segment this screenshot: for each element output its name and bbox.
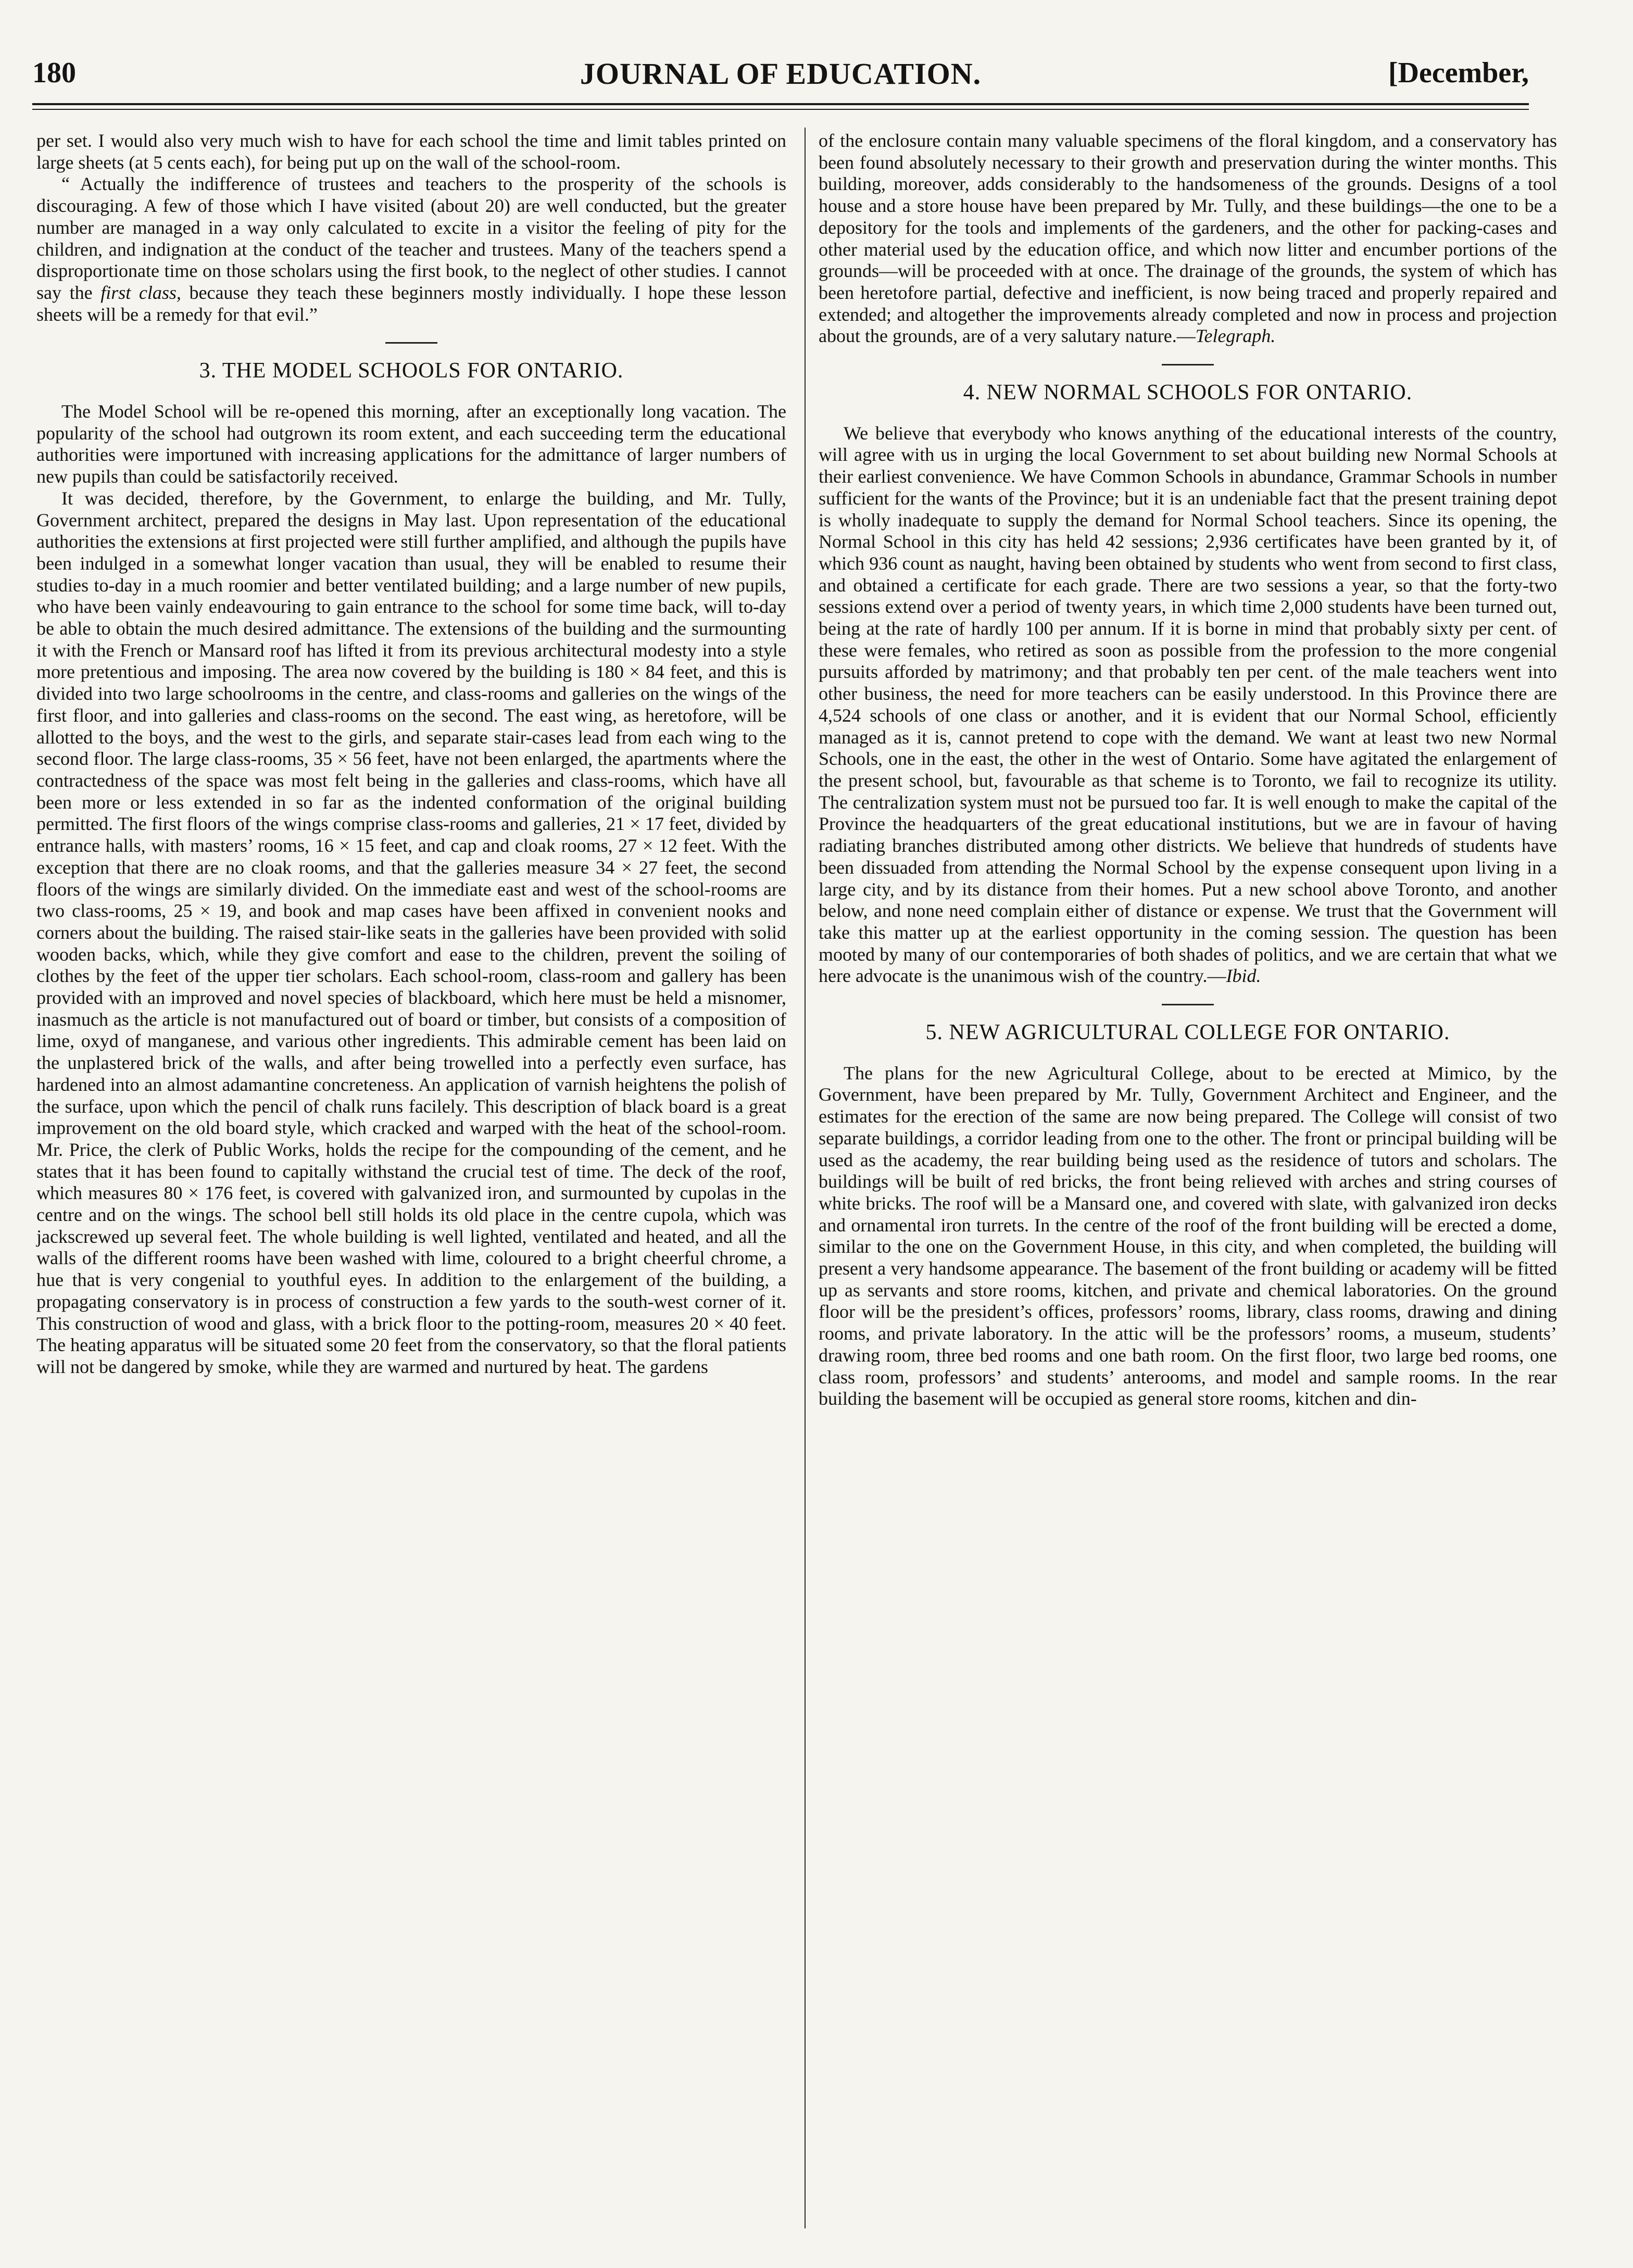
section-3-paragraph-2: It was decided, therefore, by the Government, to enlarge the building, and Mr. Tully, Government architect, prepared the designs in May last. Upon representation of the educational authorities the extensions at first projected were still further amplified, and although the pupils have been indulged in a somewhat longer vacation than usual, they will be enabled to resume their studies to-day in a much roomier and better ventilated building; and a large number of new pupils, who have been vainly endeavouring to gain entrance to the school for some time back, will to-day be able to obtain the much desired admittance. The extensions of the building and the surmounting it with the French or Mansard roof has lifted it from its previous architectural modesty into a style more pretentious and imposing. The area now covered by the building is 180 × 84 feet, and this is divided into two large schoolrooms in the centre, and class-rooms and galleries on the wings of the first floor, and into galleries and class-rooms on the second. The east wing, as heretofore, will be allotted to the boys, and the west to the girls, and separate stair-cases lead from each wing to the second floor. The large class-rooms, 35 × 56 feet, have not been enlarged, the apartments where the contractedness of the space was most felt being in the galleries and class-rooms, which have all been more or less extended in so far as the indented conformation of the original building permitted. The first floors of the wings comprise class-rooms and galleries, 21 × 17 feet, divided by entrance halls, with masters’ rooms, 16 × 15 feet, and cap and cloak rooms, 27 × 12 feet. With the exception that there are no cloak rooms, and that the galleries measure 34 × 27 feet, the second floors of the wings are similarly divided. On the immediate east and west of the school-rooms are two class-rooms, 25 × 19, and book and map cases have been affixed in convenient nooks and corners about the building. The raised stair-like seats in the galleries have been provided with solid wooden backs, which, while they give comfort and ease to the children, prevent the soiling of clothes by the feet of the upper tier scholars. Each school-room, class-room and gallery has been provided with an improved and novel species of blackboard, which here must be held a misnomer, inasmuch as the article is not manufactured out of board or timber, but consists of a composition of lime, oxyd of manganese, and various other ingredients. This admirable cement has been laid on the unplastered brick of the walls, and after being trowelled into a perfectly even surface, has hardened into an almost adamantine concreteness. An application of varnish heightens the polish of the surface, upon which the pencil of chalk runs facilely. This description of black board is a great improvement on the old board style, which cracked and warped with the heat of the school-room. Mr. Price, the clerk of Public Works, holds the recipe for the compounding of the cement, and he states that it has been found to capitally withstand the crucial test of time. The deck of the roof, which measures 80 × 176 feet, is covered with galvanized iron, and surmounted by cupolas in the centre and on the wings. The school bell still holds its old place in the centre cupola, which was jackscrewed up several feet. The whole building is well lighted, ventilated and heated, and all the walls of the different rooms have been washed with lime, coloured to a bright cheerful chrome, a hue that is very congenial to youthful eyes. In addition to the enlargement of the building, a propagating conservatory is in process of construction a few yards to the south-west corner of it. This construction of wood and glass, with a brick floor to the potting-room, measures 20 × 40 feet. The heating apparatus will be situated some 20 feet from the conservatory, so that the floral patients will not be dangered by smoke, while they are warmed and nurtured by heat. The gardens [36,487,786,1377]
left-column [36,130,786,1378]
source-telegraph: Telegraph. [1195,325,1276,347]
section-3-heading: 3. THE MODEL SCHOOLS FOR ONTARIO. [199,359,624,383]
header-rule-thick [32,103,1529,105]
section-3-paragraph-1: The Model School will be re-opened this morning, after an exceptionally long vacation. The popularity of the school had outgrown its room extent, and each succeeding term the educational authorities were importuned with increasing applications for the admittance of larger numbers of new pupils than could be satisfactorily received. [36,401,786,487]
journal-title: JOURNAL OF EDUCATION. [580,57,982,91]
quoted-text-italic: first class, [101,282,181,303]
header-rule-thin [32,109,1529,110]
continued-paragraph-right [819,130,1557,347]
page-header [32,56,1529,101]
section-5-paragraph: The plans for the new Agricultural College, about to be erected at Mimico, by the Government, have been prepared by Mr. Tully, Government Architect and Engineer, and the estimates for the erection of the same are now being prepared. The College will consist of two separate buildings, a corridor leading from one to the other. The front or principal building will be used as the academy, the rear building being used as the residence of tutors and scholars. The buildings will be built of red bricks, the front being relieved with arches and string courses of white bricks. The roof will be a Mansard one, and covered with slate, with galvanized iron decks and ornamental iron turrets. In the centre of the roof of the front building will be erected a dome, similar to the one on the Government House, in this city, and when completed, the building will present a very handsome appearance. The basement of the front building or academy will be fitted up as servants and store rooms, kitchen, and private and chemical laboratories. On the ground floor will be the president’s offices, professors’ rooms, library, class rooms, drawing and dining rooms, and private laboratory. In the attic will be the professors’ rooms, a museum, students’ drawing room, three bed rooms and one bath room. On the first floor, two large bed rooms, one class room, professors’ and students’ anterooms, and model and sample rooms. In the rear building the basement will be occupied as general store rooms, kitchen and din- [819,1062,1557,1409]
section-4-text: We believe that everybody who knows anything of the educational interests of the country, will agree with us in urging the local Government to set about building new Normal Schools at their earliest convenience. We have Common Schools in abundance, Grammar Schools in number sufficient for the wants of the Province; but it is an undeniable fact that the present training depot is wholly inadequate to supply the demand for Normal School teachers. Since its opening, the Normal School in this city has held 42 sessions; 2,936 certificates have been granted by it, of which 936 count as naught, having been obtained by students who went from second to first class, and obtained a certificate for each grade. There are two sessions a year, so that the forty-two sessions extend over a period of twenty years, in which time 2,000 students have been turned out, being at the rate of hardly 100 per annum. If it is borne in mind that probably sixty per cent. of these were females, who retired as soon as possible from the profession to the more congenial pursuits afforded by matrimony; and that probably ten per cent. of the male teachers went into other business, the need for more teachers can be easily understood. In this Province there are 4,524 schools of one class or another, and it is evident that our Normal School, efficiently managed as it is, cannot pretend to cope with the demand. We want at least two new Normal Schools, one in the east, the other in the west of Ontario. Some have agitated the enlargement of the present school, but, favourable as that scheme is to Toronto, we fail to recognize its utility. The centralization system must not be pursued too far. It is well enough to make the capital of the Province the headquarters of the great educational institutions, but we are in favour of having radiating branches distributed among other districts. We believe that hundreds of students have been dissuaded from attending the Normal School by the expense consequent upon living in a large city, and by its distance from their homes. Put a new school above Toronto, and another below, and none need complain either of distance or expense. We trust that the Government will take this matter up at the earliest opportunity in the coming session. The question has been mooted by many of our contemporaries of both shades of politics, and we are certain that what we here advocate is the unanimous wish of the country.— [819,422,1557,987]
source-ibid: Ibid. [1226,965,1261,987]
continued-paragraph: per set. I would also very much wish to have for each school the time and limit tables printed on large sheets (at 5 cents each), for being put up on the wall of the school-room. [36,130,786,173]
issue-month: [December, [1388,57,1529,89]
continued-text: of the enclosure contain many valuable specimens of the floral kingdom, and a conservatory has been found absolutely necessary to their growth and preservation during the winter months. This building, moreover, adds considerably to the handsomeness of the grounds. Designs of a tool house and a store house have been prepared by Mr. Tully, and these buildings—the one to be a depository for the tools and implements of the gardeners, and the other for packing-cases and other material used by the education office, and which now litter and encumber portions of the grounds—will be proceeded with at once. The drainage of the grounds, the system of which has been heretofore partial, defective and inefficient, is now being traced and properly repaired and extended; and altogether the improvements already completed and now in process and projection about the grounds, are of a very salutary nature.— [819,130,1557,347]
column-divider [805,128,806,2228]
section-5-heading: 5. NEW AGRICULTURAL COLLEGE FOR ONTARIO. [925,1020,1450,1045]
page-number: 180 [32,57,76,89]
quoted-paragraph [36,173,786,325]
quoted-text-a: “ Actually the indifference of trustees and teachers to the prosperity of the schools is discouraging. A few of those which I have visited (about 20) are well conducted, but the greater number are managed in a way only calculated to excite in a visitor the feeling of pity for the children, and indignation at the conduct of the teacher and trustees. Many of the teachers spend a disproportionate time on those scholars using the first book, to the neglect of other studies. I cannot say the [36,173,786,303]
section-4-heading: 4. NEW NORMAL SCHOOLS FOR ONTARIO. [963,381,1413,405]
quoted-text-b: because they teach these beginners mostly individually. I hope these lesson sheets will be a remedy for that evil.” [36,282,787,325]
right-column [819,130,1557,1410]
section-4-paragraph [819,423,1557,987]
